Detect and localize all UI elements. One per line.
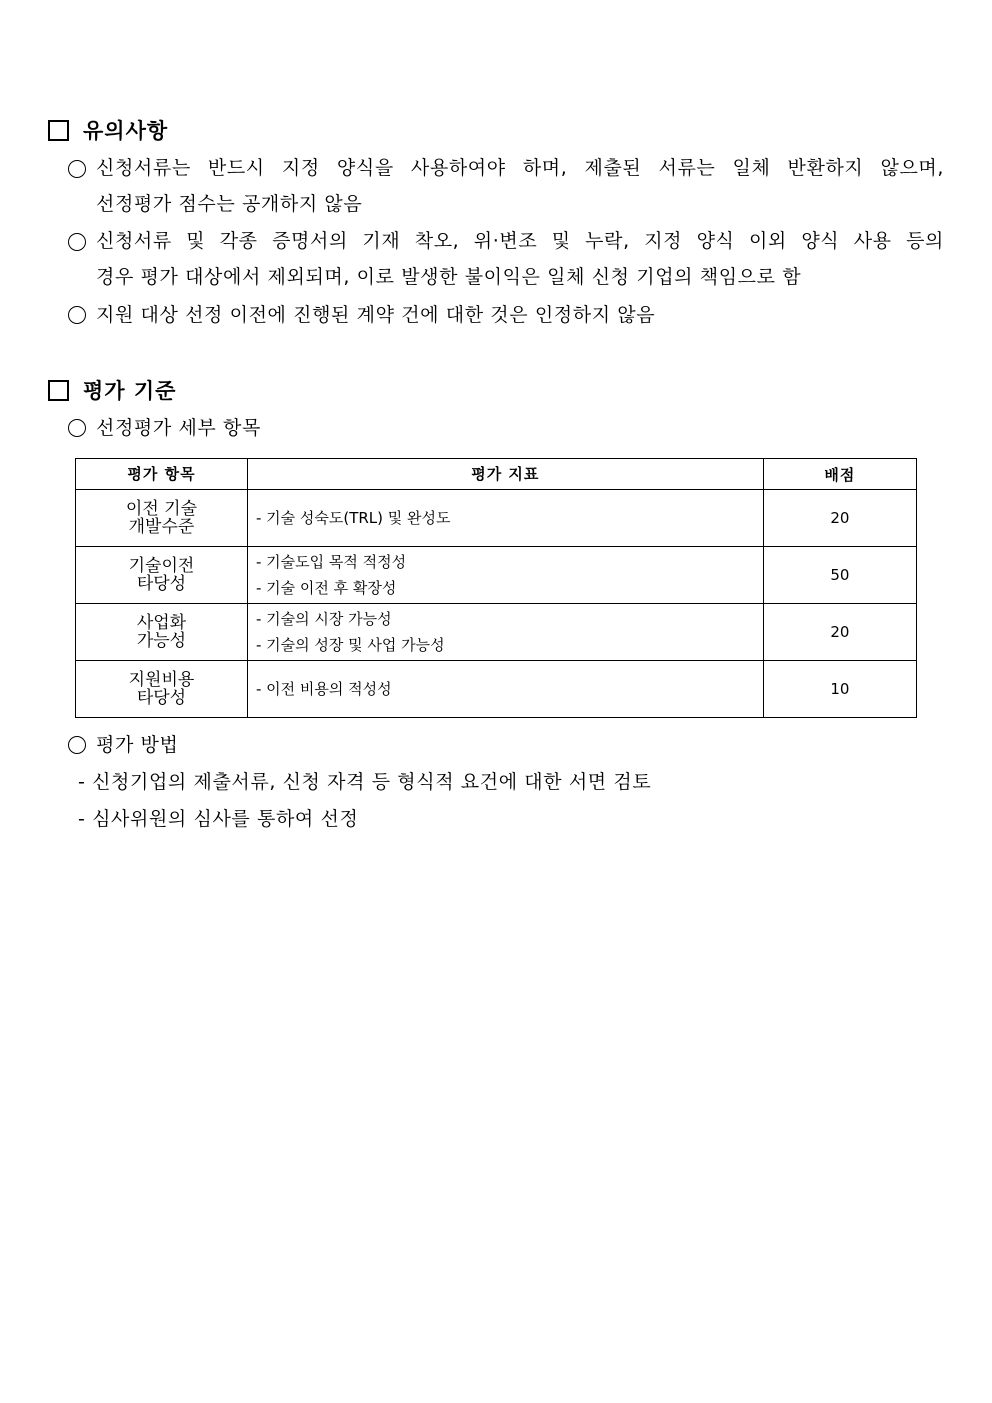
indicator-line: - 이전 비용의 적성성: [255, 680, 392, 698]
table-row: [76, 547, 917, 604]
indicator-line: - 기술도입 목적 적정성: [255, 553, 407, 571]
circle-bullet-icon: [68, 419, 86, 437]
table-header-row: [76, 459, 917, 490]
table-cell-item: [76, 547, 248, 604]
item-line: 이전 기술: [125, 499, 198, 519]
indicator-line: - 기술 이전 후 확장성: [255, 579, 397, 597]
circle-bullet-icon: [68, 736, 86, 754]
table-cell-item: [76, 604, 248, 661]
item-line: 타당성: [136, 688, 187, 708]
criteria-table: [75, 458, 917, 718]
table-cell-score: 20: [763, 604, 916, 661]
table-header-cell: 평가 지표: [247, 459, 763, 490]
indicator-line: - 기술의 시장 가능성: [255, 610, 392, 628]
notes-item-1-line1: 신청서류는 반드시 지정 양식을 사용하여야 하며, 제출된 서류는 일체 반환하지 않으며,: [96, 157, 944, 179]
criteria-heading-text: 평가 기준: [83, 379, 177, 403]
notes-item-3: [68, 297, 655, 334]
notes-item-2: [68, 223, 948, 260]
table-cell-indicators: [247, 490, 763, 547]
table-row: [76, 604, 917, 661]
notes-item-2-line1: 신청서류 및 각종 증명서의 기재 착오, 위·변조 및 누락, 지정 양식 이외 양식 사용 등의: [96, 230, 944, 252]
item-line: 지원비용: [128, 670, 195, 690]
method-item-1: - 신청기업의 제출서류, 신청 자격 등 형식적 요건에 대한 서면 검토: [78, 771, 652, 793]
method-item-2: - 심사위원의 심사를 통하여 선정: [78, 808, 359, 830]
table-cell-item: [76, 490, 248, 547]
notes-heading-text: 유의사항: [83, 119, 169, 143]
criteria-subitem: [68, 410, 261, 447]
item-line: 가능성: [136, 631, 187, 651]
notes-item-3-line1: 지원 대상 선정 이전에 진행된 계약 건에 대한 것은 인정하지 않음: [96, 304, 656, 326]
method-heading: [68, 727, 178, 764]
circle-bullet-icon: [68, 160, 86, 178]
table-cell-item: [76, 661, 248, 718]
notes-item-1-line2: 선정평가 점수는 공개하지 않음: [96, 193, 363, 215]
table-cell-indicators: [247, 661, 763, 718]
indicator-line: - 기술 성숙도(TRL) 및 완성도: [255, 509, 451, 527]
item-line: 개발수준: [128, 517, 195, 537]
notes-item-1: [68, 150, 948, 187]
table-cell-indicators: [247, 547, 763, 604]
circle-bullet-icon: [68, 233, 86, 251]
item-line: 기술이전: [128, 556, 195, 576]
table-cell-score: 50: [763, 547, 916, 604]
table-cell-score: 20: [763, 490, 916, 547]
checkbox-square-icon: [48, 380, 69, 401]
table-row: [76, 490, 917, 547]
indicator-line: - 기술의 성장 및 사업 가능성: [255, 636, 445, 654]
item-line: 타당성: [136, 574, 187, 594]
criteria-subitem-text: 선정평가 세부 항목: [96, 417, 261, 439]
table-cell-indicators: [247, 604, 763, 661]
notes-item-2-line2: 경우 평가 대상에서 제외되며, 이로 발생한 불이익은 일체 신청 기업의 책임으로 함: [96, 266, 802, 288]
table-cell-score: 10: [763, 661, 916, 718]
notes-heading: [48, 117, 168, 143]
table-header-cell: 배점: [763, 459, 916, 490]
criteria-heading: [48, 377, 176, 403]
table-header-cell: 평가 항목: [76, 459, 248, 490]
item-line: 사업화: [136, 613, 187, 633]
method-heading-text: 평가 방법: [96, 734, 179, 756]
circle-bullet-icon: [68, 306, 86, 324]
table-row: [76, 661, 917, 718]
checkbox-square-icon: [48, 120, 69, 141]
